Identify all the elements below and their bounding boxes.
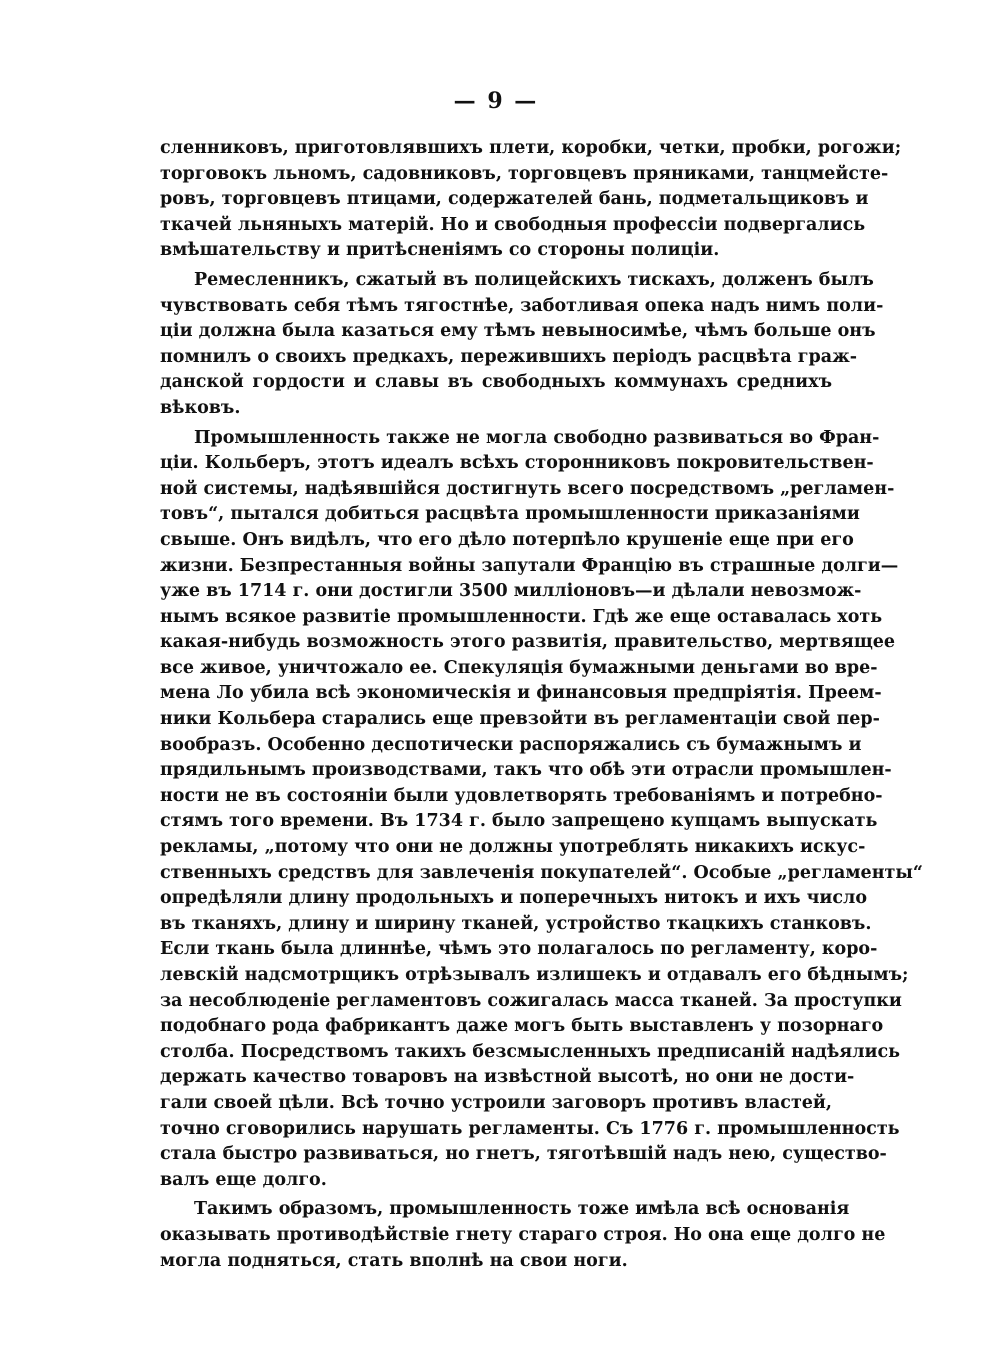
text-line: въ тканяхъ, длину и ширину тканей, устройство ткацкихъ станковъ.	[160, 913, 872, 934]
text-line: вообразъ. Особенно деспотически распоряжались съ бумажнымъ и	[160, 734, 862, 755]
text-line: ности не въ состояніи были удовлетворять требованіямъ и потребно-	[160, 785, 883, 806]
text-line: торговокъ льномъ, садовниковъ, торговцевъ пряниками, танцмейсте-	[160, 163, 889, 184]
paragraph	[160, 1197, 886, 1274]
text-line: держать качество товаровъ на извѣстной высотѣ, но они не дости-	[160, 1067, 855, 1088]
text-line: вѣковъ.	[160, 397, 241, 418]
text-line: чувствовать себя тѣмъ тягостнѣе, заботливая опека надъ нимъ поли-	[160, 295, 884, 316]
text-line: столба. Посредствомъ такихъ безсмысленныхъ предписаній надѣялись	[160, 1041, 901, 1062]
document-page	[160, 88, 923, 1278]
text-line: рекламы, „потому что они не должны употреблять никакихъ искус-	[160, 837, 866, 858]
text-line: подобнаго рода фабрикантъ даже могъ быть выставленъ у позорнаго	[160, 1016, 884, 1037]
text-line: стямъ того времени. Въ 1734 г. было запрещено купцамъ выпускать	[160, 811, 878, 832]
text-line: гали своей цѣли. Всѣ точно устроили заговоръ противъ властей,	[160, 1092, 832, 1113]
text-line: ной системы, надѣявшійся достигнуть всего посредствомъ „регламен-	[160, 478, 895, 499]
text-line: Ремесленникъ, сжатый въ полицейскихъ тискахъ, долженъ былъ	[194, 269, 874, 290]
text-line: ровъ, торговцевъ птицами, содержателей бань, подметальщиковъ и	[160, 189, 869, 210]
text-line: какая-нибудь возможность этого развитія, правительство, мертвящее	[160, 632, 896, 653]
text-line: ціи. Кольберъ, этотъ идеалъ всѣхъ сторонниковъ покровительствен-	[160, 453, 874, 474]
paragraph	[160, 268, 884, 422]
text-line: нымъ всякое развитіе промышленности. Гдѣ же еще оставалась хоть	[160, 606, 883, 627]
text-line: ники Кольбера старались еще превзойти въ регламентаціи свой пер-	[160, 709, 880, 730]
text-line: точно сговорились нарушать регламенты. Съ 1776 г. промышленность	[160, 1118, 900, 1139]
text-line: ственныхъ средствъ для завлеченія покупателей“. Особые „регламенты“	[160, 862, 923, 883]
text-line: прядильнымъ производствами, такъ что обѣ эти отрасли промышлен-	[160, 760, 892, 781]
body-text	[160, 136, 923, 1274]
text-line: мена Ло убила всѣ экономическія и финансовыя предпріятія. Преем-	[160, 683, 882, 704]
text-line: товъ“, пытался добиться расцвѣта промышленности приказаніями	[160, 504, 860, 525]
text-line: данской гордости и славы въ свободныхъ коммунахъ среднихъ	[160, 372, 832, 393]
paragraph	[160, 426, 923, 1194]
text-line: левскій надсмотрщикъ отрѣзывалъ излишекъ и отдавалъ его бѣднымъ;	[160, 965, 909, 985]
text-line: опредѣляли длину продольныхъ и поперечныхъ нитокъ и ихъ число	[160, 888, 868, 909]
text-line: Промышленность также не могла свободно развиваться во Фран-	[194, 427, 880, 448]
text-line: за несоблюденіе регламентовъ сожигалась масса тканей. За проступки	[160, 990, 902, 1011]
text-line: валъ еще долго.	[160, 1169, 327, 1190]
text-line: помнилъ о своихъ предкахъ, пережившихъ періодъ расцвѣта граж-	[160, 346, 858, 367]
page-number: — 9 —	[453, 88, 539, 114]
paragraph	[160, 136, 902, 264]
text-line: Если ткань была длиннѣе, чѣмъ это полагалось по регламенту, коро-	[160, 939, 878, 960]
text-line: свыше. Онъ видѣлъ, что его дѣло потерпѣло крушеніе еще при его	[160, 529, 854, 550]
text-line: могла подняться, стать вполнѣ на свои ноги.	[160, 1250, 628, 1271]
text-line: уже въ 1714 г. они достигли 3500 милліоновъ—и дѣлали невозмож-	[160, 581, 862, 602]
text-line: сленниковъ, приготовлявшихъ плети, коробки, четки, пробки, рогожи;	[160, 138, 902, 158]
text-line: вмѣшательству и притѣсненіямъ со стороны полиціи.	[160, 240, 720, 261]
text-line: ткачей льняныхъ матерій. Но и свободныя профессіи подвергались	[160, 214, 866, 235]
text-line: Такимъ образомъ, промышленность тоже имѣла всѣ основанія	[194, 1199, 850, 1220]
text-line: все живое, уничтожало ее. Спекуляція бумажными деньгами во вре-	[160, 657, 878, 678]
text-line: жизни. Безпрестанныя войны запутали Францію въ страшные долги—	[160, 555, 899, 576]
text-line: стала быстро развиваться, но гнетъ, тяготѣвшій надъ нею, существо-	[160, 1144, 887, 1165]
text-line: оказывать противодѣйствіе гнету стараго строя. Но она еще долго не	[160, 1224, 886, 1245]
text-line: ціи должна была казаться ему тѣмъ невыносимѣе, чѣмъ больше онъ	[160, 321, 876, 342]
